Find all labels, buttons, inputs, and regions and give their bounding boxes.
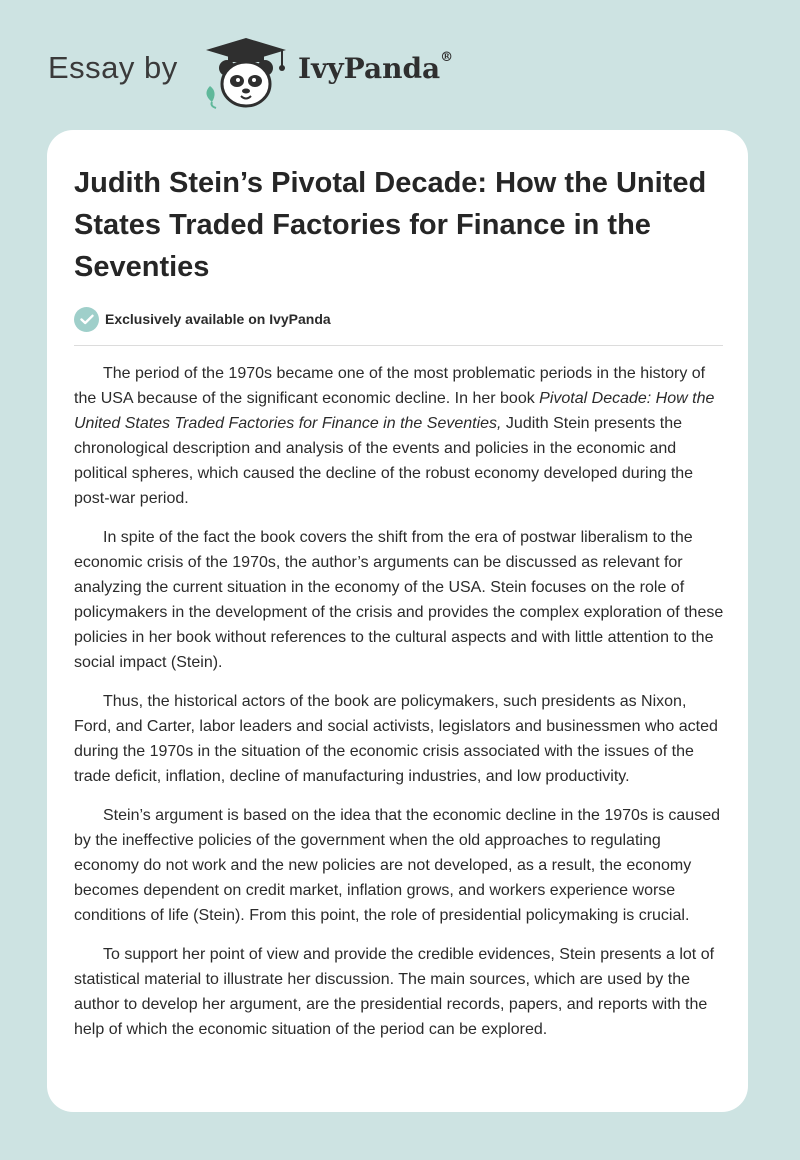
- exclusive-badge: [74, 306, 331, 332]
- essay-title: Judith Stein’s Pivotal Decade: How the United States Traded Factories for Finance in the Seventies: [74, 167, 707, 283]
- essay-card: [47, 130, 748, 1112]
- essay-by-label: Essay by: [48, 50, 178, 85]
- check-icon: [74, 307, 99, 332]
- site-header: [0, 0, 800, 120]
- brand-text: IvyPanda: [298, 52, 441, 85]
- paragraph-3: Thus, the historical actors of the book are policymakers, such presidents as Nixon, Ford, and Carter, labor leaders and social activists, legislators and businessmen who acted during the 1970s in the situation of the economic crisis associated with the issues of the trade deficit, inflation, decline of manufacturing industries, and low productivity.: [74, 693, 718, 785]
- exclusive-badge-text: Exclusively available on IvyPanda: [105, 311, 331, 327]
- brand-mark: ®: [440, 50, 454, 65]
- book-title: Pivotal Decade: How the United States Traded Factories for Finance in the Seventies,: [74, 390, 715, 432]
- paragraph-4: Stein’s argument is based on the idea that the economic decline in the 1970s is caused by the ineffective policies of the government when the old approaches to regulating economy do not work and the new policies are not developed, as a result, the economy becomes dependent on credit market, inflation grows, and workers experience worse conditions of life (Stein). From this point, the role of presidential policymaking is crucial.: [74, 807, 720, 924]
- paragraph-1: [74, 361, 724, 511]
- brand-name[interactable]: [298, 52, 453, 85]
- essay-body: [74, 361, 724, 1056]
- paragraph-1-start: The period of the 1970s became one of the most problematic periods in the history of the USA because of the significant economic decline. In her book: [74, 365, 706, 407]
- divider: [74, 345, 723, 346]
- paragraph-5: To support her point of view and provide the credible evidences, Stein presents a lot of statistical material to illustrate her discussion. The main sources, which are used by the author to develop her argument, are the presidential records, papers, and reports with the help of which the economic situation of the period can be explored.: [74, 946, 715, 1038]
- paragraph-1-end: Judith Stein presents the chronological description and analysis of the events and policies in the economic and political spheres, which caused the decline of the robust economy developed during the post-war period.: [74, 415, 694, 507]
- panda-logo-icon[interactable]: [200, 36, 292, 110]
- leaf-icon: [206, 86, 216, 108]
- paragraph-2: In spite of the fact the book covers the shift from the era of postwar liberalism to the economic crisis of the 1970s, the author’s arguments can be discussed as relevant for analyzing the current situation in the economy of the USA. Stein focuses on the role of policymakers in the development of the crisis and provides the complex exploration of these policies in her book without references to the cultural aspects and with little attention to the social impact (Stein).: [74, 529, 724, 671]
